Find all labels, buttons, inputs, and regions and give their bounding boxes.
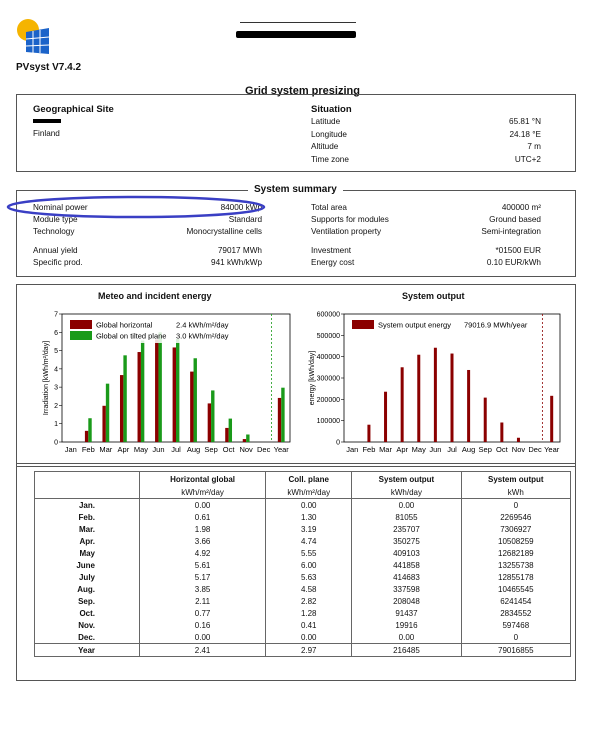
y-axis-label: energy [kWh/day]	[309, 350, 316, 406]
system-output-day-cell: 216485	[352, 644, 461, 657]
summary-title: System summary	[248, 184, 343, 195]
table-row	[35, 499, 571, 512]
situation-label: Altitude	[311, 142, 339, 151]
summary-left-value: 941 kWh/kWp	[211, 258, 262, 267]
meteo-chart-title: Meteo and incident energy	[98, 291, 212, 301]
bar	[417, 355, 420, 442]
legend-swatch	[70, 331, 92, 340]
system-output-day-cell: 441858	[352, 559, 461, 571]
y-tick-label: 500000	[316, 332, 340, 340]
bar	[102, 406, 105, 442]
y-tick-label: 400000	[316, 354, 340, 362]
system-output-day-cell: 350275	[352, 535, 461, 547]
unit-system-output-day: kWh/day	[352, 486, 461, 499]
system-output-cell: 6241454	[461, 595, 570, 607]
system-output-day-cell: 91437	[352, 607, 461, 619]
bar	[278, 398, 281, 442]
summary-right-label: Supports for modules	[311, 215, 389, 224]
horizontal-global-cell: 0.00	[140, 499, 266, 512]
x-tick-label: Dec	[528, 445, 542, 454]
y-tick-label: 6	[54, 329, 58, 337]
y-tick-label: 200000	[316, 396, 340, 404]
bar	[85, 431, 88, 442]
bar	[211, 390, 214, 442]
summary-left-label: Annual yield	[33, 246, 78, 255]
bar	[120, 375, 123, 442]
horizontal-global-cell: 1.98	[140, 523, 266, 535]
pvsyst-logo	[16, 18, 50, 56]
brand-version: PVsyst V7.4.2	[16, 62, 82, 73]
col-coll-plane: Coll. plane	[266, 472, 352, 487]
table-row	[35, 631, 571, 644]
system-output-day-cell: 235707	[352, 523, 461, 535]
x-tick-label: Nov	[511, 445, 526, 454]
x-tick-label: Year	[544, 445, 560, 454]
system-output-cell: 10465545	[461, 583, 570, 595]
coll-plane-cell: 5.63	[266, 571, 352, 583]
bar	[451, 354, 454, 442]
situation-title: Situation	[311, 104, 352, 115]
system-output-cell: 12855178	[461, 571, 570, 583]
system-output-cell: 7306927	[461, 523, 570, 535]
month-cell: Aug.	[35, 583, 140, 595]
summary-left-label: Nominal power	[33, 203, 88, 212]
system-output-day-cell: 337598	[352, 583, 461, 595]
bar	[467, 370, 470, 442]
x-tick-label: Sep	[478, 445, 492, 454]
coll-plane-cell: 6.00	[266, 559, 352, 571]
bar	[155, 339, 158, 442]
bar	[550, 396, 553, 442]
x-tick-label: Oct	[496, 445, 508, 454]
month-cell: Year	[35, 644, 140, 657]
coll-plane-cell: 0.41	[266, 619, 352, 631]
x-tick-label: Aug	[461, 445, 476, 454]
system-output-day-cell: 414683	[352, 571, 461, 583]
bar	[138, 352, 141, 442]
month-cell: Jan.	[35, 499, 140, 512]
horizontal-global-cell: 2.41	[140, 644, 266, 657]
bar	[190, 372, 193, 442]
bar	[229, 419, 232, 442]
system-output-day-cell: 81055	[352, 511, 461, 523]
horizontal-global-cell: 5.61	[140, 559, 266, 571]
horizontal-global-cell: 3.66	[140, 535, 266, 547]
bar	[434, 348, 437, 442]
legend-value: 79016.9 MWh/year	[464, 320, 528, 330]
y-tick-label: 0	[336, 439, 340, 447]
x-tick-label: Jun	[152, 445, 165, 454]
x-tick-label: May	[411, 445, 426, 454]
system-output-day-cell: 409103	[352, 547, 461, 559]
system-output-day-cell: 0.00	[352, 499, 461, 512]
table-row	[35, 511, 571, 523]
month-cell: Sep.	[35, 595, 140, 607]
y-tick-label: 1	[54, 421, 58, 429]
summary-left-value: Monocrystalline cells	[186, 227, 262, 236]
col-month	[35, 472, 140, 487]
bar	[158, 332, 161, 442]
situation-value: 7 m	[527, 142, 541, 151]
charts-svg	[16, 300, 574, 460]
coll-plane-cell: 1.30	[266, 511, 352, 523]
x-tick-label: Jul	[447, 445, 457, 454]
header-rule	[240, 22, 356, 23]
system-output-cell: 13255738	[461, 559, 570, 571]
x-tick-label: Aug	[186, 445, 201, 454]
summary-right-label: Total area	[311, 203, 347, 212]
coll-plane-cell: 4.74	[266, 535, 352, 547]
summary-right-value: Ground based	[489, 215, 541, 224]
table-divider	[16, 466, 576, 467]
legend-swatch	[352, 320, 374, 329]
y-axis-label: Irradiation [kWh/m²/day]	[43, 340, 50, 416]
x-tick-label: Feb	[81, 445, 95, 454]
system-output-cell: 0	[461, 499, 570, 512]
coll-plane-cell: 0.00	[266, 631, 352, 644]
x-tick-label: Mar	[379, 445, 392, 454]
table-row	[35, 547, 571, 559]
legend-value: 2.4 kWh/m²/day	[176, 320, 229, 330]
system-output-cell: 0	[461, 631, 570, 644]
redacted-project-name	[236, 31, 356, 38]
bar	[88, 418, 91, 442]
x-tick-label: Year	[273, 445, 289, 454]
unit-system-output: kWh	[461, 486, 570, 499]
bar	[246, 435, 249, 442]
summary-right-label: Energy cost	[311, 258, 355, 267]
coll-plane-cell: 3.19	[266, 523, 352, 535]
month-cell: May	[35, 547, 140, 559]
unit-coll-plane: kWh/m²/day	[266, 486, 352, 499]
horizontal-global-cell: 0.00	[140, 631, 266, 644]
x-tick-label: May	[133, 445, 149, 454]
col-horizontal-global: Horizontal global	[140, 472, 266, 487]
col-system-output: System output	[461, 472, 570, 487]
horizontal-global-cell: 0.61	[140, 511, 266, 523]
coll-plane-cell: 1.28	[266, 607, 352, 619]
month-cell: June	[35, 559, 140, 571]
system-output-cell: 597468	[461, 619, 570, 631]
horizontal-global-cell: 3.85	[140, 583, 266, 595]
situation-value: UTC+2	[514, 154, 541, 164]
table-row	[35, 583, 571, 595]
bar	[517, 438, 520, 442]
legend-swatch	[70, 320, 92, 329]
table-row	[35, 607, 571, 619]
x-tick-label: Oct	[222, 445, 235, 454]
horizontal-global-cell: 0.77	[140, 607, 266, 619]
y-tick-label: 0	[54, 439, 58, 447]
month-cell: Mar.	[35, 523, 140, 535]
system-output-day-cell: 208048	[352, 595, 461, 607]
month-cell: Apr.	[35, 535, 140, 547]
table-row	[35, 619, 571, 631]
system-output-cell: 10508259	[461, 535, 570, 547]
bar	[123, 355, 126, 442]
system-output-cell: 2834552	[461, 607, 570, 619]
x-tick-label: Jun	[429, 445, 442, 454]
bar	[106, 384, 109, 442]
x-tick-label: Nov	[239, 445, 253, 454]
highlight-ellipse	[5, 194, 267, 220]
bar	[208, 403, 211, 442]
horizontal-global-cell: 5.17	[140, 571, 266, 583]
coll-plane-cell: 2.97	[266, 644, 352, 657]
bar	[500, 422, 503, 442]
bar	[367, 425, 370, 442]
bar	[401, 367, 404, 442]
situation-label: Latitude	[311, 117, 341, 126]
summary-right-label: Investment	[311, 246, 352, 255]
y-tick-label: 7	[54, 311, 58, 319]
summary-left-label: Specific prod.	[33, 258, 83, 267]
y-tick-label: 2	[54, 402, 58, 410]
situation-value: 65.81 °N	[509, 117, 541, 126]
summary-left-value: Standard	[228, 215, 262, 224]
x-tick-label: Dec	[257, 445, 271, 454]
results-table	[34, 471, 571, 657]
horizontal-global-cell: 4.92	[140, 547, 266, 559]
bar	[243, 439, 246, 442]
x-tick-label: Jul	[171, 445, 181, 454]
bar	[484, 398, 487, 442]
coll-plane-cell: 4.58	[266, 583, 352, 595]
legend-name: System output energy	[378, 320, 451, 330]
unit-horizontal-global: kWh/m²/day	[140, 486, 266, 499]
system-output-cell: 79016855	[461, 644, 570, 657]
x-tick-label: Jan	[64, 445, 77, 454]
system-output-day-cell: 19916	[352, 619, 461, 631]
summary-left-label: Technology	[33, 227, 75, 236]
geo-country: Finland	[33, 129, 60, 138]
summary-right-value: *01500 EUR	[495, 246, 541, 255]
year-row	[35, 644, 571, 657]
x-tick-label: Mar	[99, 445, 113, 454]
x-tick-label: Jan	[346, 445, 359, 454]
table-row	[35, 595, 571, 607]
bar	[281, 388, 284, 442]
redacted-site-name	[33, 119, 61, 123]
situation-label: Time zone	[311, 154, 349, 164]
month-cell: Oct.	[35, 607, 140, 619]
bar	[384, 392, 387, 442]
x-tick-label: Apr	[396, 445, 408, 454]
summary-right-label: Ventilation property	[311, 227, 382, 236]
summary-left-label: Module type	[33, 215, 78, 224]
month-cell: Dec.	[35, 631, 140, 644]
coll-plane-cell: 0.00	[266, 499, 352, 512]
bar	[225, 428, 228, 442]
coll-plane-cell: 5.55	[266, 547, 352, 559]
month-cell: Nov.	[35, 619, 140, 631]
chart-group	[43, 312, 290, 455]
legend	[349, 318, 531, 332]
table-row	[35, 523, 571, 535]
coll-plane-cell: 2.82	[266, 595, 352, 607]
horizontal-global-cell: 0.16	[140, 619, 266, 631]
month-cell: Feb.	[35, 511, 140, 523]
bar	[176, 339, 179, 442]
bar	[141, 341, 144, 442]
output-chart-title: System output	[402, 291, 465, 301]
summary-right-value: Semi-integration	[481, 227, 541, 236]
y-tick-label: 5	[54, 348, 58, 356]
chart-group	[309, 312, 560, 455]
situation-value: 24.18 °E	[509, 129, 541, 139]
legend-value: 3.0 kWh/m²/day	[176, 331, 229, 341]
summary-right-value: 0.10 EUR/kWh	[486, 258, 541, 267]
summary-left-value: 79017 MWh	[217, 246, 262, 255]
summary-right-value: 400000 m²	[501, 203, 541, 212]
y-tick-label: 4	[54, 366, 58, 374]
x-tick-label: Feb	[362, 445, 376, 454]
legend-name: Global horizontal	[96, 320, 153, 330]
y-tick-label: 3	[54, 384, 58, 392]
summary-left-value: 84000 kWp	[220, 203, 262, 212]
y-tick-label: 300000	[316, 375, 340, 383]
unit-month	[35, 486, 140, 499]
x-tick-label: Apr	[117, 445, 130, 454]
table-row	[35, 559, 571, 571]
legend	[67, 318, 239, 343]
system-output-cell: 12682189	[461, 547, 570, 559]
col-system-output-day: System output	[352, 472, 461, 487]
legend-name: Global on tilted plane	[96, 331, 167, 341]
month-cell: July	[35, 571, 140, 583]
bar	[173, 347, 176, 442]
x-tick-label: Sep	[204, 445, 218, 454]
table-row	[35, 571, 571, 583]
y-tick-label: 100000	[316, 418, 340, 426]
system-output-day-cell: 0.00	[352, 631, 461, 644]
bar	[194, 358, 197, 442]
y-tick-label: 600000	[316, 311, 340, 319]
situation-label: Longitude	[311, 129, 347, 139]
horizontal-global-cell: 2.11	[140, 595, 266, 607]
page-title: Grid system presizing	[245, 85, 360, 97]
system-output-cell: 2269546	[461, 511, 570, 523]
geo-section-title: Geographical Site	[33, 104, 114, 115]
table-row	[35, 535, 571, 547]
